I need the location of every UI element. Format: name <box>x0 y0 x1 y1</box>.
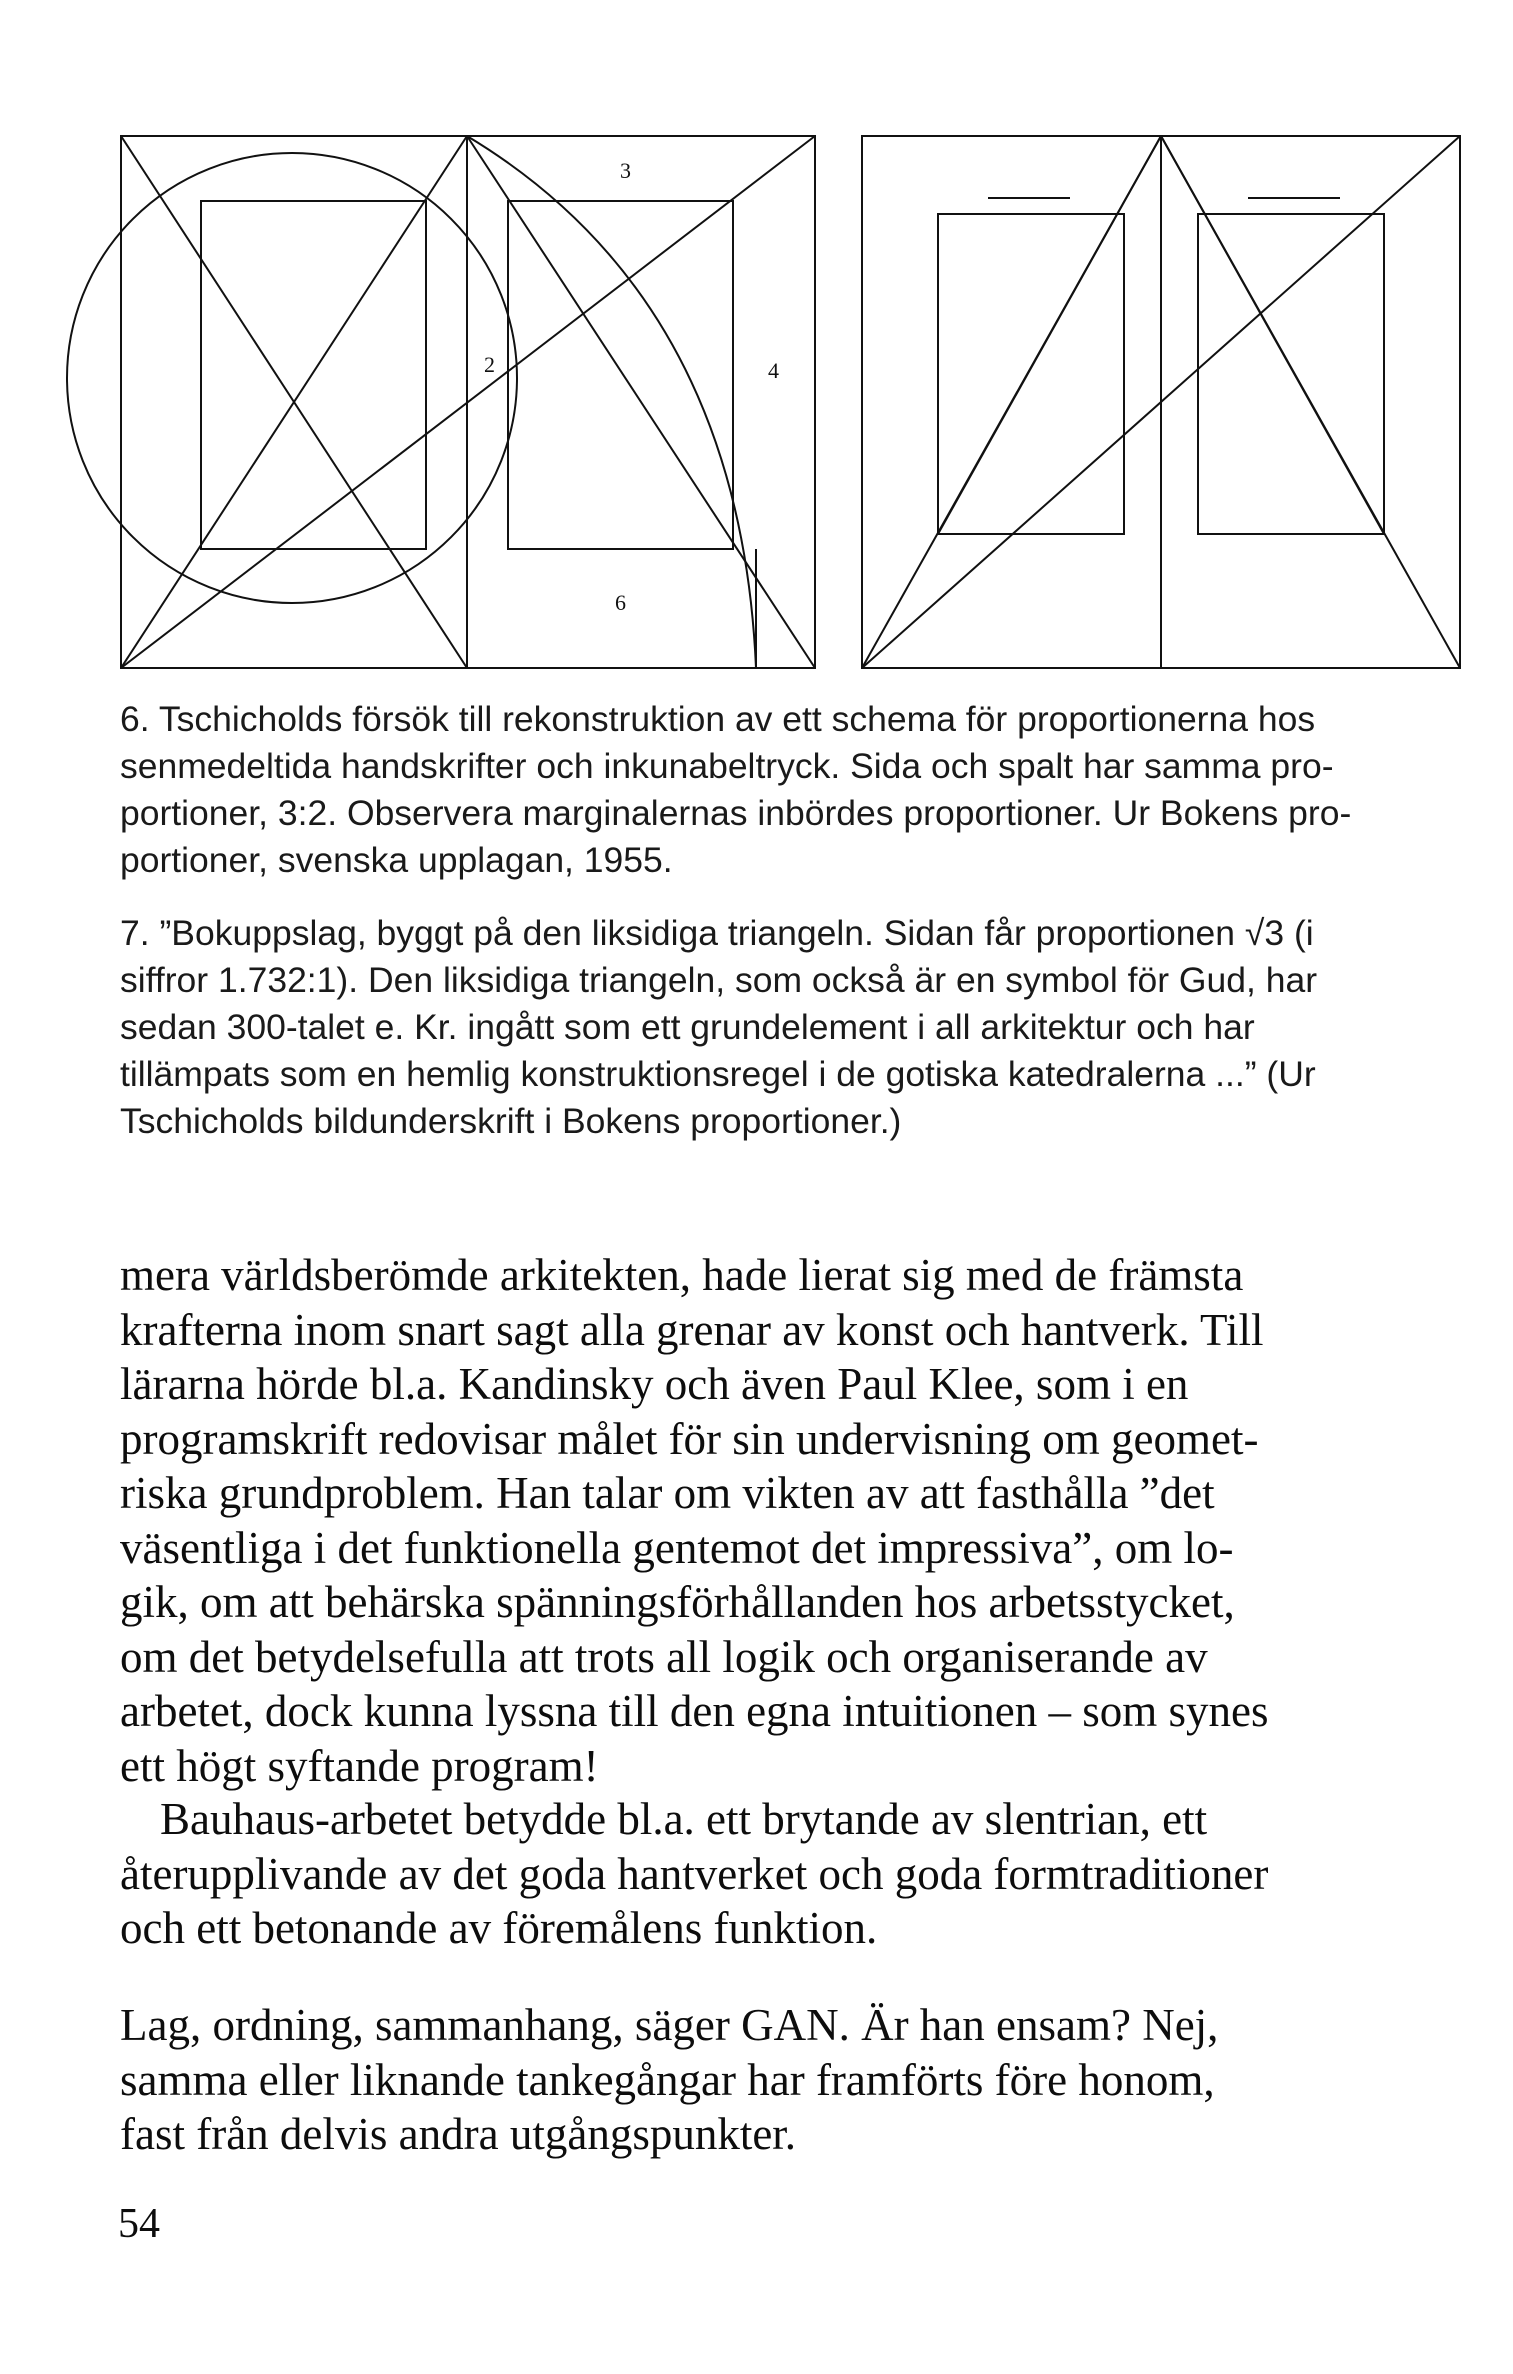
body-line: lärarna hörde bl.a. Kandinsky och även Paul Klee, som i en <box>120 1359 1189 1409</box>
caption-line: siffror 1.732:1). Den liksidiga triangeln, som också är en symbol för Gud, har <box>120 960 1318 1000</box>
diagram-label-4: 4 <box>768 358 779 383</box>
caption-figure-6 <box>120 696 1352 884</box>
proportion-diagrams <box>0 0 1513 690</box>
body-line: arbetet, dock kunna lyssna till den egna intuitionen – som synes <box>120 1686 1269 1736</box>
body-line: Bauhaus-arbetet betydde bl.a. ett brytande av slentrian, ett <box>160 1794 1208 1844</box>
body-line: om det betydelsefulla att trots all logik och organiserande av <box>120 1631 1208 1682</box>
body-paragraph-1 <box>120 1248 1312 1793</box>
caption-line: tillämpats som en hemlig konstruktionsregel i de gotiska katedralerna ...” (Ur <box>120 1054 1316 1094</box>
body-line: krafterna inom snart sagt alla grenar av konst och hantverk. Till <box>120 1304 1264 1355</box>
page-number: 54 <box>118 2201 160 2247</box>
caption-line: portioner, svenska upplagan, 1955. <box>120 840 673 880</box>
body-line: samma eller liknande tankegångar har framförts före honom, <box>120 2054 1215 2105</box>
body-line: återupplivande av det goda hantverket och goda formtraditioner <box>120 1848 1269 1899</box>
caption-line: 7. ”Bokuppslag, byggt på den liksidiga triangeln. Sidan får proportionen √3 (i <box>120 913 1314 953</box>
body-paragraph-3 <box>120 1998 1312 2162</box>
caption-line: Tschicholds bildunderskrift i Bokens proportioner.) <box>120 1101 902 1141</box>
diagram-label-6: 6 <box>615 590 626 615</box>
body-line: gik, om att behärska spänningsförhållanden hos arbetsstycket, <box>120 1577 1235 1627</box>
body-line: ett högt syftande program! <box>120 1740 599 1791</box>
caption-line: 6. Tschicholds försök till rekonstruktion av ett schema för proportionerna hos <box>120 699 1316 739</box>
figure-diagrams <box>0 0 1513 690</box>
diagram-label-3: 3 <box>620 158 631 183</box>
body-line: Lag, ordning, sammanhang, säger GAN. Är han ensam? Nej, <box>120 2000 1219 2050</box>
caption-line: senmedeltida handskrifter och inkunabeltryck. Sida och spalt har samma pro- <box>120 746 1334 786</box>
body-line: riska grundproblem. Han talar om vikten av att fasthålla ”det <box>120 1468 1215 1518</box>
caption-line: portioner, 3:2. Observera marginalernas inbördes proportioner. Ur Bokens pro- <box>120 793 1352 833</box>
body-line: programskrift redovisar målet för sin undervisning om geomet- <box>120 1413 1259 1464</box>
body-paragraph-2 <box>120 1792 1312 1956</box>
diagram-label-2: 2 <box>484 352 495 377</box>
body-line: väsentliga i det funktionella gentemot det impressiva”, om lo- <box>120 1522 1234 1573</box>
body-line: mera världsberömde arkitekten, hade lierat sig med de främsta <box>120 1250 1244 1300</box>
body-line: fast från delvis andra utgångspunkter. <box>120 2109 797 2159</box>
body-line: och ett betonande av föremålens funktion. <box>120 1903 878 1953</box>
caption-line: sedan 300-talet e. Kr. ingått som ett grundelement i all arkitektur och har <box>120 1007 1255 1047</box>
caption-figure-7 <box>120 910 1318 1145</box>
diagram-equilateral-triangle <box>862 136 1460 668</box>
diagram-tschichold-canon <box>67 136 815 668</box>
